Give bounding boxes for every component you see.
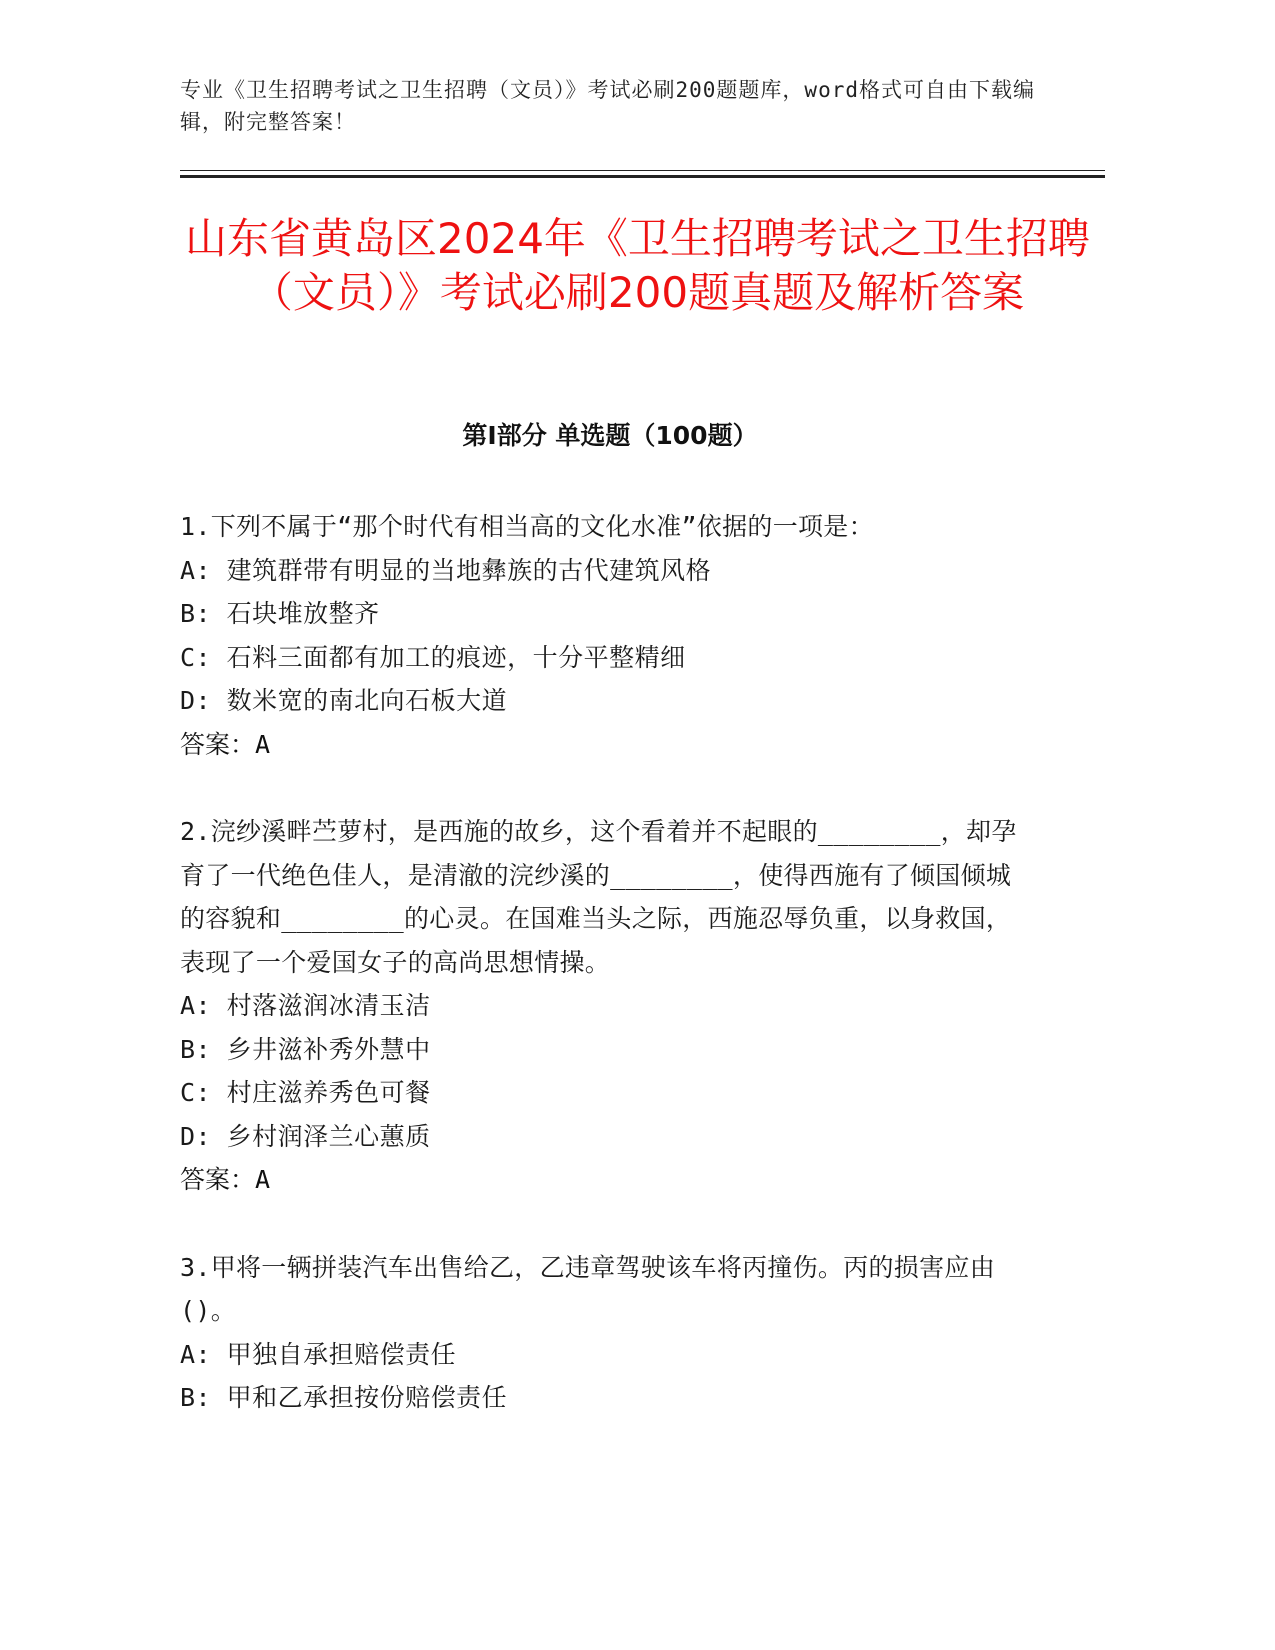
question-stem: 1.下列不属于“那个时代有相当高的文化水准”依据的一项是：	[180, 512, 874, 541]
question-3	[180, 1246, 1020, 1420]
answer-label: 答案：	[180, 1165, 256, 1194]
option-d: D: 数米宽的南北向石板大道	[180, 686, 508, 715]
option-a: A: 甲独自承担赔偿责任	[180, 1339, 457, 1369]
section-heading: 第Ⅰ部分 单选题（100题）	[462, 421, 758, 450]
option-c: C: 石料三面都有加工的痕迹，十分平整精细	[180, 642, 686, 672]
option-b: B: 甲和乙承担按份赔偿责任	[180, 1383, 508, 1412]
question-list	[180, 505, 1020, 1464]
question-2	[180, 810, 1020, 1202]
question-stem: 2.浣纱溪畔苎萝村，是西施的故乡，这个看着并不起眼的________，却孕育了一代绝色佳人，是清澈的浣纱溪的________，使得西施有了倾国倾城的容貌和________的心灵。在国难当头之际，西施忍辱负重，以身救国，表现了一个爱国女子的高尚思想情操。	[180, 817, 1017, 977]
option-a: A: 建筑群带有明显的当地彝族的古代建筑风格	[180, 555, 712, 585]
answer-label: 答案：	[180, 729, 256, 759]
option-d: D: 乡村润泽兰心蕙质	[180, 1121, 431, 1151]
answer-line	[180, 723, 1020, 767]
option-b: B: 石块堆放整齐	[180, 599, 380, 628]
answer-value: A	[255, 1165, 271, 1194]
option-a: A: 村落滋润冰清玉洁	[180, 991, 431, 1020]
option-b: B: 乡井滋补秀外慧中	[180, 1034, 431, 1064]
answer-line	[180, 1158, 1020, 1202]
header-divider-thick	[180, 175, 1105, 178]
header-note: 专业《卫生招聘考试之卫生招聘（文员）》考试必刷200题题库，word格式可自由下载编辑，附完整答案！	[180, 78, 1035, 134]
answer-value: A	[255, 729, 271, 759]
question-1	[180, 505, 1020, 766]
question-stem: 3.甲将一辆拼装汽车出售给乙，乙违章驾驶该车将丙撞伤。丙的损害应由()。	[180, 1252, 996, 1325]
option-c: C: 村庄滋养秀色可餐	[180, 1078, 431, 1107]
document-title: 山东省黄岛区2024年《卫生招聘考试之卫生招聘（文员）》考试必刷200题真题及解析答案	[185, 214, 1090, 317]
header-divider-thin	[180, 170, 1105, 171]
